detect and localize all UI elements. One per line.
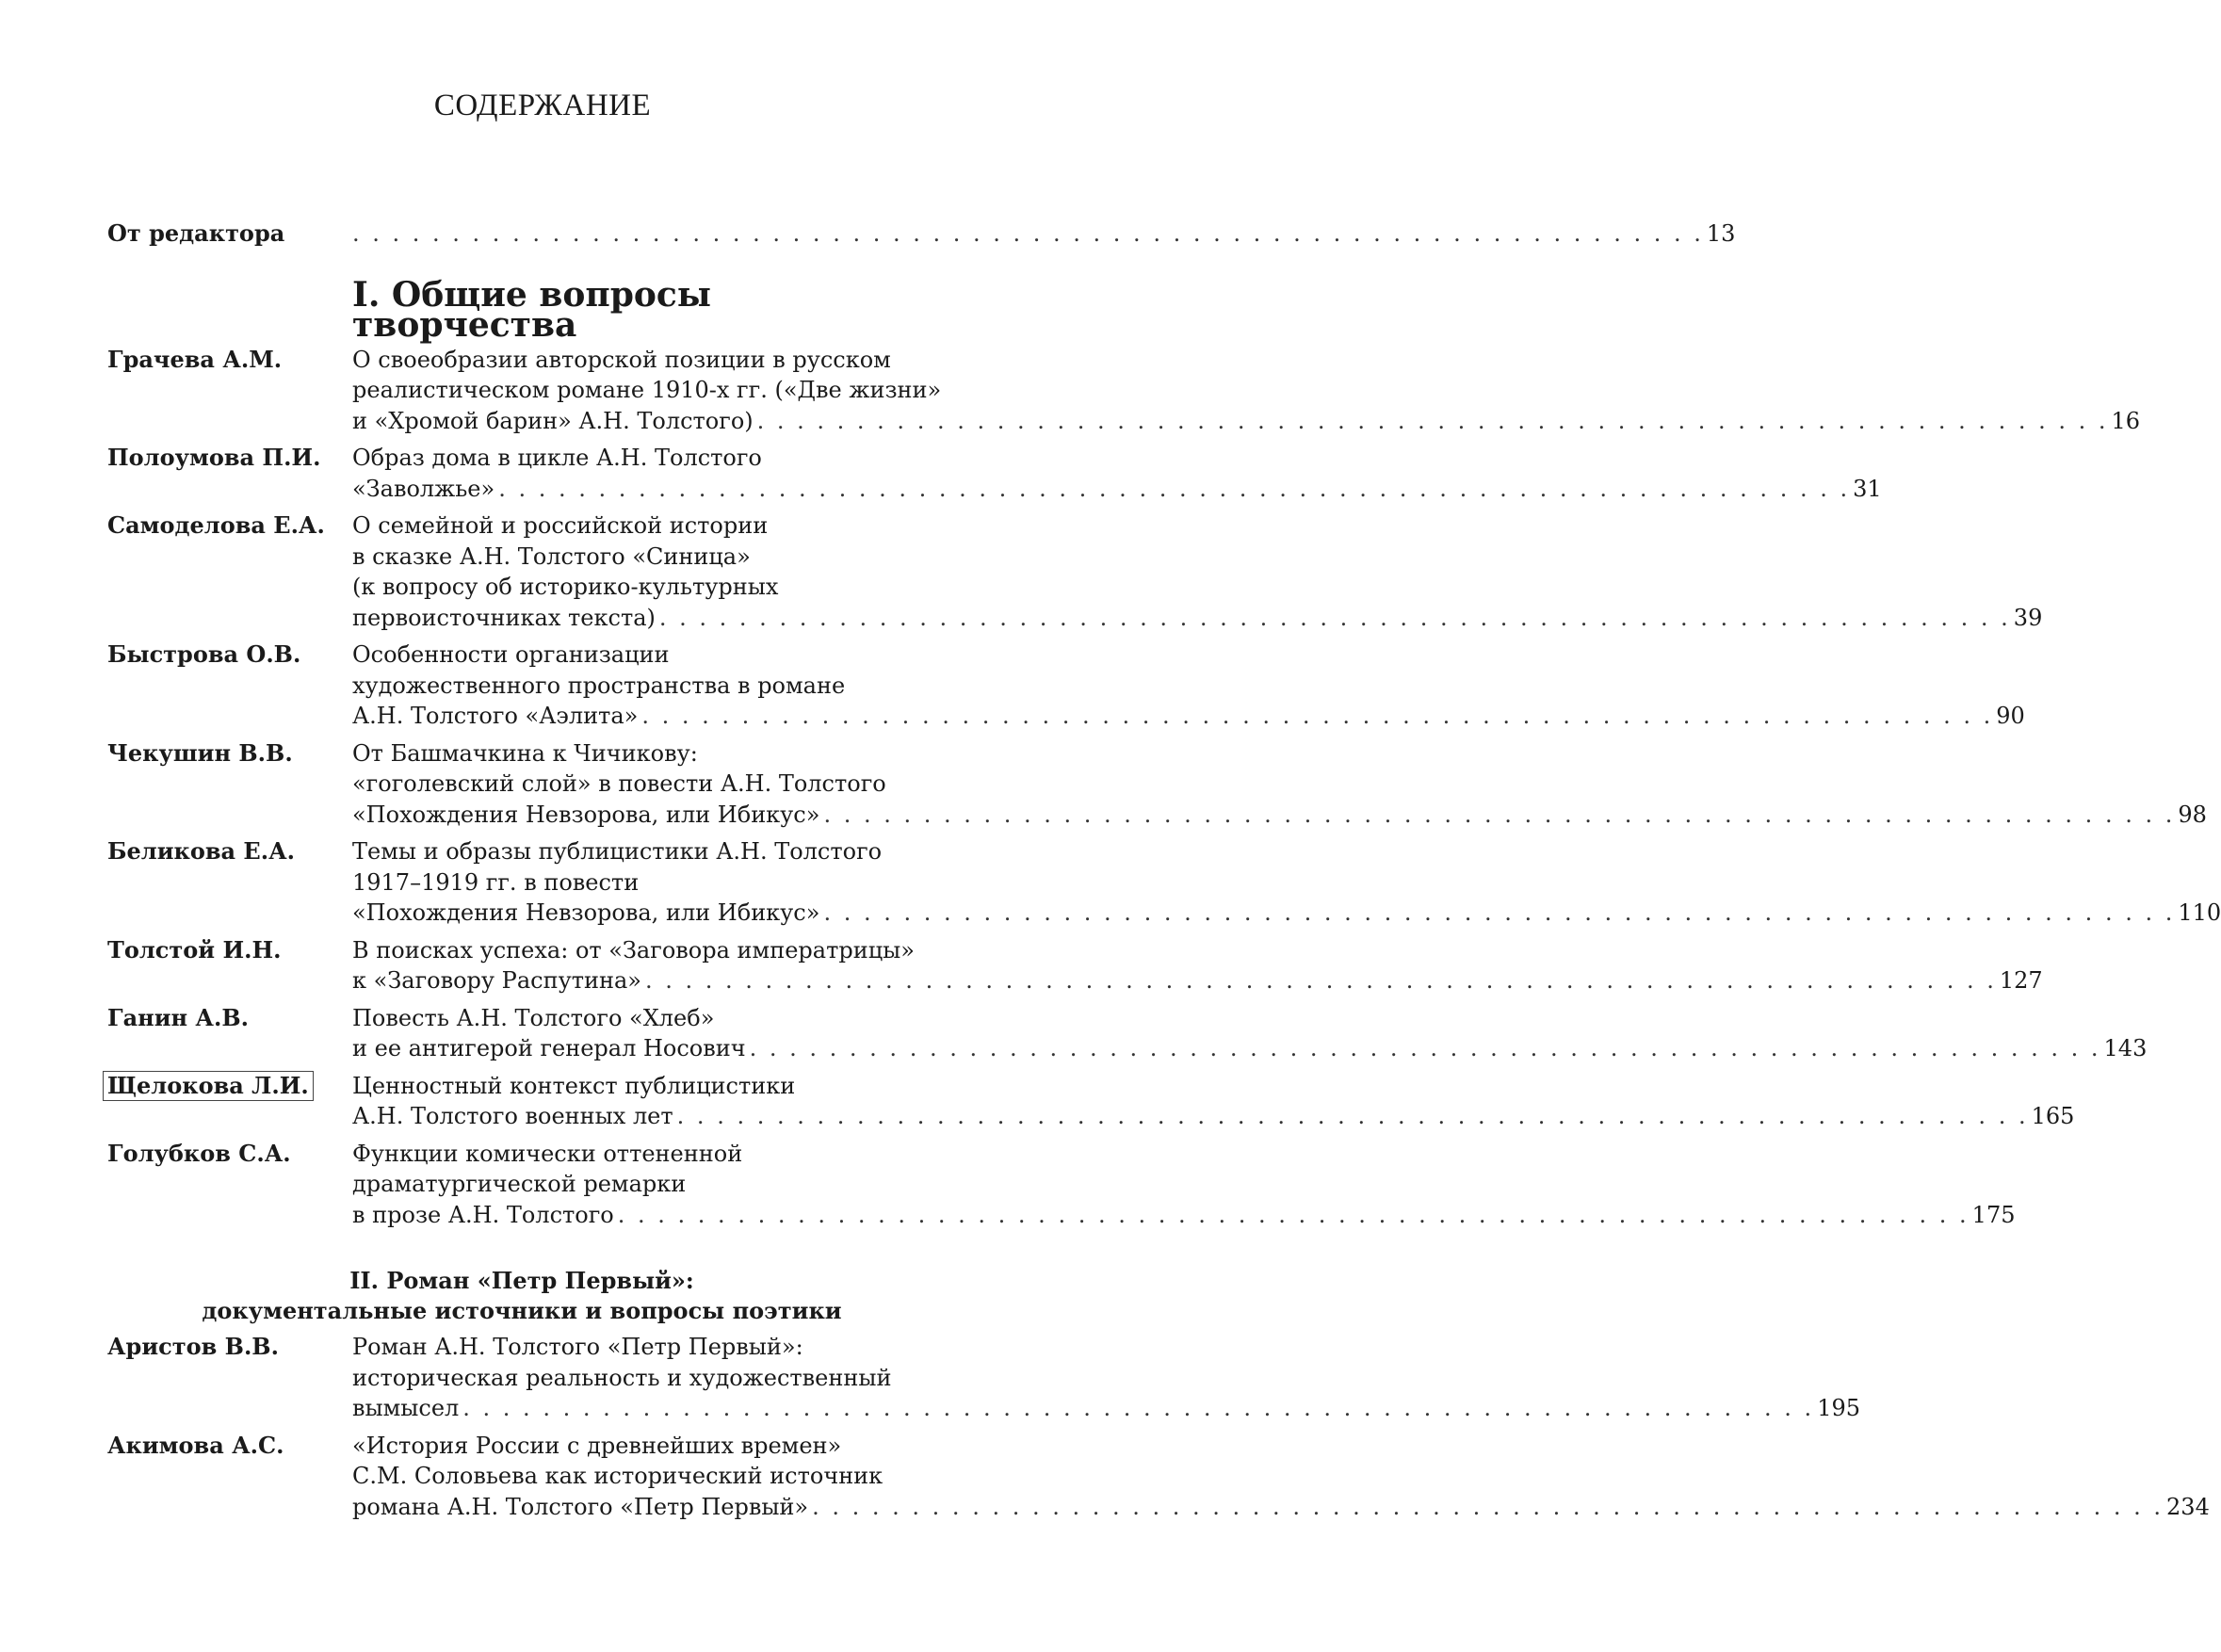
page-number: 234 — [2166, 1493, 2210, 1520]
entry-title-line: (к вопросу об историко-культурных — [352, 574, 779, 600]
page-number: 143 — [2103, 1035, 2148, 1061]
dot-leader — [645, 965, 1994, 996]
toc-entry[interactable] — [107, 1071, 2075, 1132]
entry-title-line: 1917–1919 гг. в повести — [352, 868, 640, 896]
entry-body — [352, 1139, 2015, 1231]
page-number: 175 — [1971, 1201, 2016, 1228]
entry-title-line: «История России с древнейших времен» — [352, 1432, 842, 1459]
entry-last-line — [352, 406, 2140, 437]
toc-entry[interactable] — [107, 836, 2221, 929]
toc-entry[interactable] — [107, 1332, 1860, 1424]
dot-leader — [618, 1200, 1967, 1231]
entry-body — [352, 836, 2221, 929]
page-number: 110 — [2178, 899, 2221, 926]
dot-leader — [462, 1393, 1811, 1424]
toc-entry[interactable] — [107, 1003, 2148, 1064]
entry-author: Акимова А.С. — [107, 1431, 284, 1459]
entry-author: Аристов В.В. — [107, 1333, 279, 1360]
entry-body — [352, 1003, 2147, 1064]
entry-body — [352, 1431, 2210, 1523]
entry-body — [352, 935, 2043, 996]
page-number: 195 — [1817, 1395, 1860, 1421]
dot-leader — [823, 898, 2172, 929]
page-number: 13 — [1706, 220, 1736, 247]
entry-body — [352, 345, 2140, 437]
toc-entry[interactable] — [107, 1431, 2210, 1523]
entry-title-line: Образ дома в цикле А.Н. Толстого — [352, 445, 762, 471]
dot-leader — [812, 1492, 2161, 1523]
entry-last-line — [352, 800, 2207, 831]
entry-last-line — [352, 219, 1735, 250]
entry-title-line: Ценностный контекст публицистики — [352, 1072, 796, 1099]
dot-leader — [750, 1033, 2099, 1064]
entry-title-line: вымысел — [352, 1395, 460, 1421]
entry-last-line — [352, 1200, 2015, 1231]
entry-title-line: «гоголевский слой» в повести А.Н. Толстого — [352, 770, 886, 797]
entry-title-line: Темы и образы публицистики А.Н. Толстого — [352, 838, 883, 865]
dot-leader — [659, 603, 2008, 634]
page-number: 16 — [2111, 407, 2141, 434]
entry-title-line: О своеобразии авторской позиции в русском — [352, 346, 891, 373]
toc-entry[interactable] — [107, 345, 2141, 437]
page-number: 165 — [2031, 1103, 2075, 1129]
entry-body — [352, 640, 2025, 732]
entry-label: От редактора — [107, 219, 285, 247]
entry-last-line — [352, 965, 2043, 996]
page-number: 90 — [1996, 703, 2025, 729]
page-number: 127 — [1999, 967, 2043, 994]
entry-last-line — [352, 898, 2221, 929]
entry-last-line — [352, 1393, 1860, 1424]
entry-author: Грачева А.М. — [107, 345, 283, 373]
entry-title-line: реалистическом романе 1910-х гг. («Две жизни» — [352, 377, 942, 403]
section-heading-line: II. Роман «Петр Первый»: — [349, 1267, 694, 1294]
toc-entry[interactable] — [107, 935, 2043, 996]
entry-author-boxed: Щелокова Л.И. — [103, 1071, 314, 1101]
entry-title-line: к «Заговору Распутина» — [352, 967, 641, 994]
entry-title-line: историческая реальность и художественный — [352, 1364, 892, 1391]
entry-last-line — [352, 701, 2025, 732]
entry-title-line: в сказке А.Н. Толстого «Синица» — [352, 543, 751, 570]
section-heading-2 — [107, 1266, 936, 1326]
page-number: 31 — [1853, 475, 1882, 502]
entry-body — [352, 1332, 1860, 1424]
section-heading-line: документальные источники и вопросы поэтики — [202, 1297, 842, 1324]
dot-leader — [823, 800, 2172, 831]
dot-leader — [352, 219, 1701, 250]
entry-title-line: в прозе А.Н. Толстого — [352, 1201, 614, 1228]
entry-author: Самоделова Е.А. — [107, 511, 325, 539]
entry-title-line: «Похождения Невзорова, или Ибикус» — [352, 899, 820, 926]
toc-entry[interactable] — [107, 640, 2025, 732]
dot-leader — [757, 406, 2106, 437]
entry-title-line: От Башмачкина к Чичикову: — [352, 739, 698, 767]
toc-entry[interactable] — [107, 510, 2043, 633]
entry-title-line: «Заволжье» — [352, 475, 495, 502]
section-heading-1: I. Общие вопросы творчества — [352, 274, 711, 345]
toc-entry-editor[interactable] — [107, 219, 1736, 250]
entry-title-line: художественного пространства в романе — [352, 672, 846, 699]
entry-body — [352, 1071, 2074, 1132]
dot-leader — [641, 701, 1990, 732]
entry-author: Толстой И.Н. — [107, 935, 282, 964]
entry-title-line: Особенности организации — [352, 641, 670, 668]
entry-author: Полоумова П.И. — [107, 444, 321, 471]
entry-last-line — [352, 1033, 2147, 1064]
page-number: 39 — [2013, 604, 2043, 631]
entry-author: Ганин А.В. — [107, 1003, 249, 1031]
entry-title-line: «Похождения Невзорова, или Ибикус» — [352, 801, 820, 828]
entry-author: Быстрова О.В. — [107, 640, 301, 668]
entry-author-cell — [107, 1071, 352, 1132]
entry-title-line: и ее антигерой генерал Носович — [352, 1035, 746, 1061]
entry-title-line: В поисках успеха: от «Заговора императрицы» — [352, 936, 915, 964]
entry-last-line — [352, 474, 1882, 505]
entry-body — [352, 219, 1735, 250]
toc-entry[interactable] — [107, 443, 1882, 504]
toc-entry[interactable] — [107, 738, 2207, 831]
entry-title-line: О семейной и российской истории — [352, 512, 769, 539]
entry-title-line: А.Н. Толстого военных лет — [352, 1103, 673, 1129]
entry-body — [352, 510, 2042, 633]
toc-entry[interactable] — [107, 1139, 2016, 1231]
entry-body — [352, 738, 2207, 831]
entry-body — [352, 443, 1882, 504]
dot-leader — [677, 1101, 2026, 1132]
entry-title-line: Роман А.Н. Толстого «Петр Первый»: — [352, 1334, 803, 1360]
entry-author: Беликова Е.А. — [107, 837, 295, 865]
entry-title-line: романа А.Н. Толстого «Петр Первый» — [352, 1493, 809, 1520]
table-of-contents — [107, 219, 2221, 1529]
dot-leader — [498, 474, 1847, 505]
entry-title-line: и «Хромой барин» А.Н. Толстого) — [352, 407, 754, 434]
entry-title-line: Повесть А.Н. Толстого «Хлеб» — [352, 1004, 715, 1031]
page-title: СОДЕРЖАНИЕ — [433, 89, 652, 122]
entry-last-line — [352, 603, 2042, 634]
page-number: 98 — [2178, 801, 2207, 828]
entry-author: Чекушин В.В. — [107, 738, 293, 767]
entry-title-line: первоисточниках текста) — [352, 604, 656, 631]
entry-title-line: С.М. Соловьева как исторический источник — [352, 1463, 884, 1489]
entry-last-line — [352, 1101, 2074, 1132]
entry-title-line: Функции комически оттененной — [352, 1140, 743, 1167]
entry-last-line — [352, 1492, 2210, 1523]
entry-title-line: драматургической ремарки — [352, 1171, 687, 1197]
entry-author: Голубков С.А. — [107, 1139, 291, 1167]
entry-title-line: А.Н. Толстого «Аэлита» — [352, 703, 639, 729]
